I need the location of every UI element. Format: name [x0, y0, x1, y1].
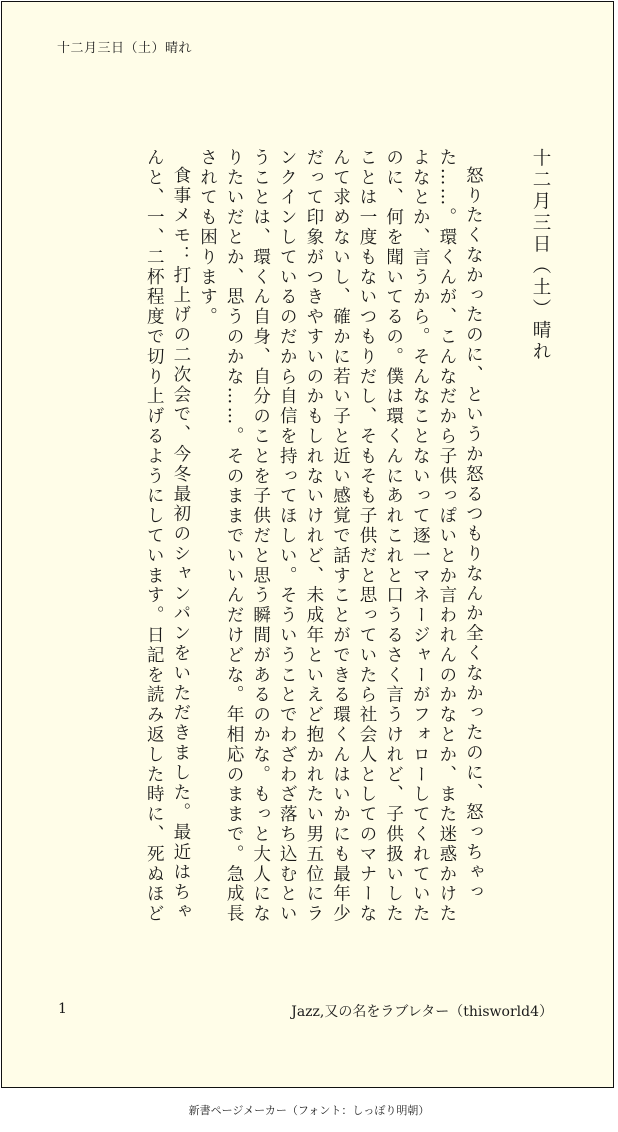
generator-credit: 新書ページメーカー（フォント：しっぽり明朝） — [188, 1104, 430, 1117]
body-paragraph: 食事メモ：打上げの二次会で、今冬最初のシャンパンをいただきました。最近はちゃんと、一、二杯程度で切り上げるようにしています。日記を読み返した時に、死ぬほど — [144, 148, 191, 925]
book-page — [1, 1, 614, 1088]
running-head: 十二月三日（土）晴れ — [57, 41, 193, 56]
page-number: 1 — [58, 1001, 67, 1017]
chapter-title: 十二月三日（土）晴れ — [530, 148, 551, 363]
body-paragraph: 怒りたくなかったのに、というか怒るつもりなんか全くなかったのに、怒っちゃった……。環くんが、こんなだから子供っぽいとか言われんのかなとか、また迷惑かけたよなとか、言うから。そんなことないって逐一マネージャーがフォローしてくれていたのに、何を聞いてるの。僕は環くんにあれこれと口うるさく言うけれど、子供扱いしたことは一度もないつもりだし、そもそも子供だと思っていたら社会人としてのマナーなんて求めないし、確かに若い子と近い感覚で話すことができる環くんはいかにも最年少だって印象がつきやすいのかもしれないけれど、未成年といえど抱かれたい男五位にランクインしているのだから自信を持ってほしい。そういうことでわざわざ落ち込むということは、環くん自身、自分のことを子供だと思う瞬間があるのかな。もっと大人になりたいだとか、思うのかな……。そのままでいいんだけどな。年相応のままで。急成長されても困ります。 — [197, 148, 484, 925]
vertical-body-text — [141, 148, 553, 938]
book-title-author: Jazz,又の名をラブレター（thisworld4） — [291, 1004, 553, 1020]
